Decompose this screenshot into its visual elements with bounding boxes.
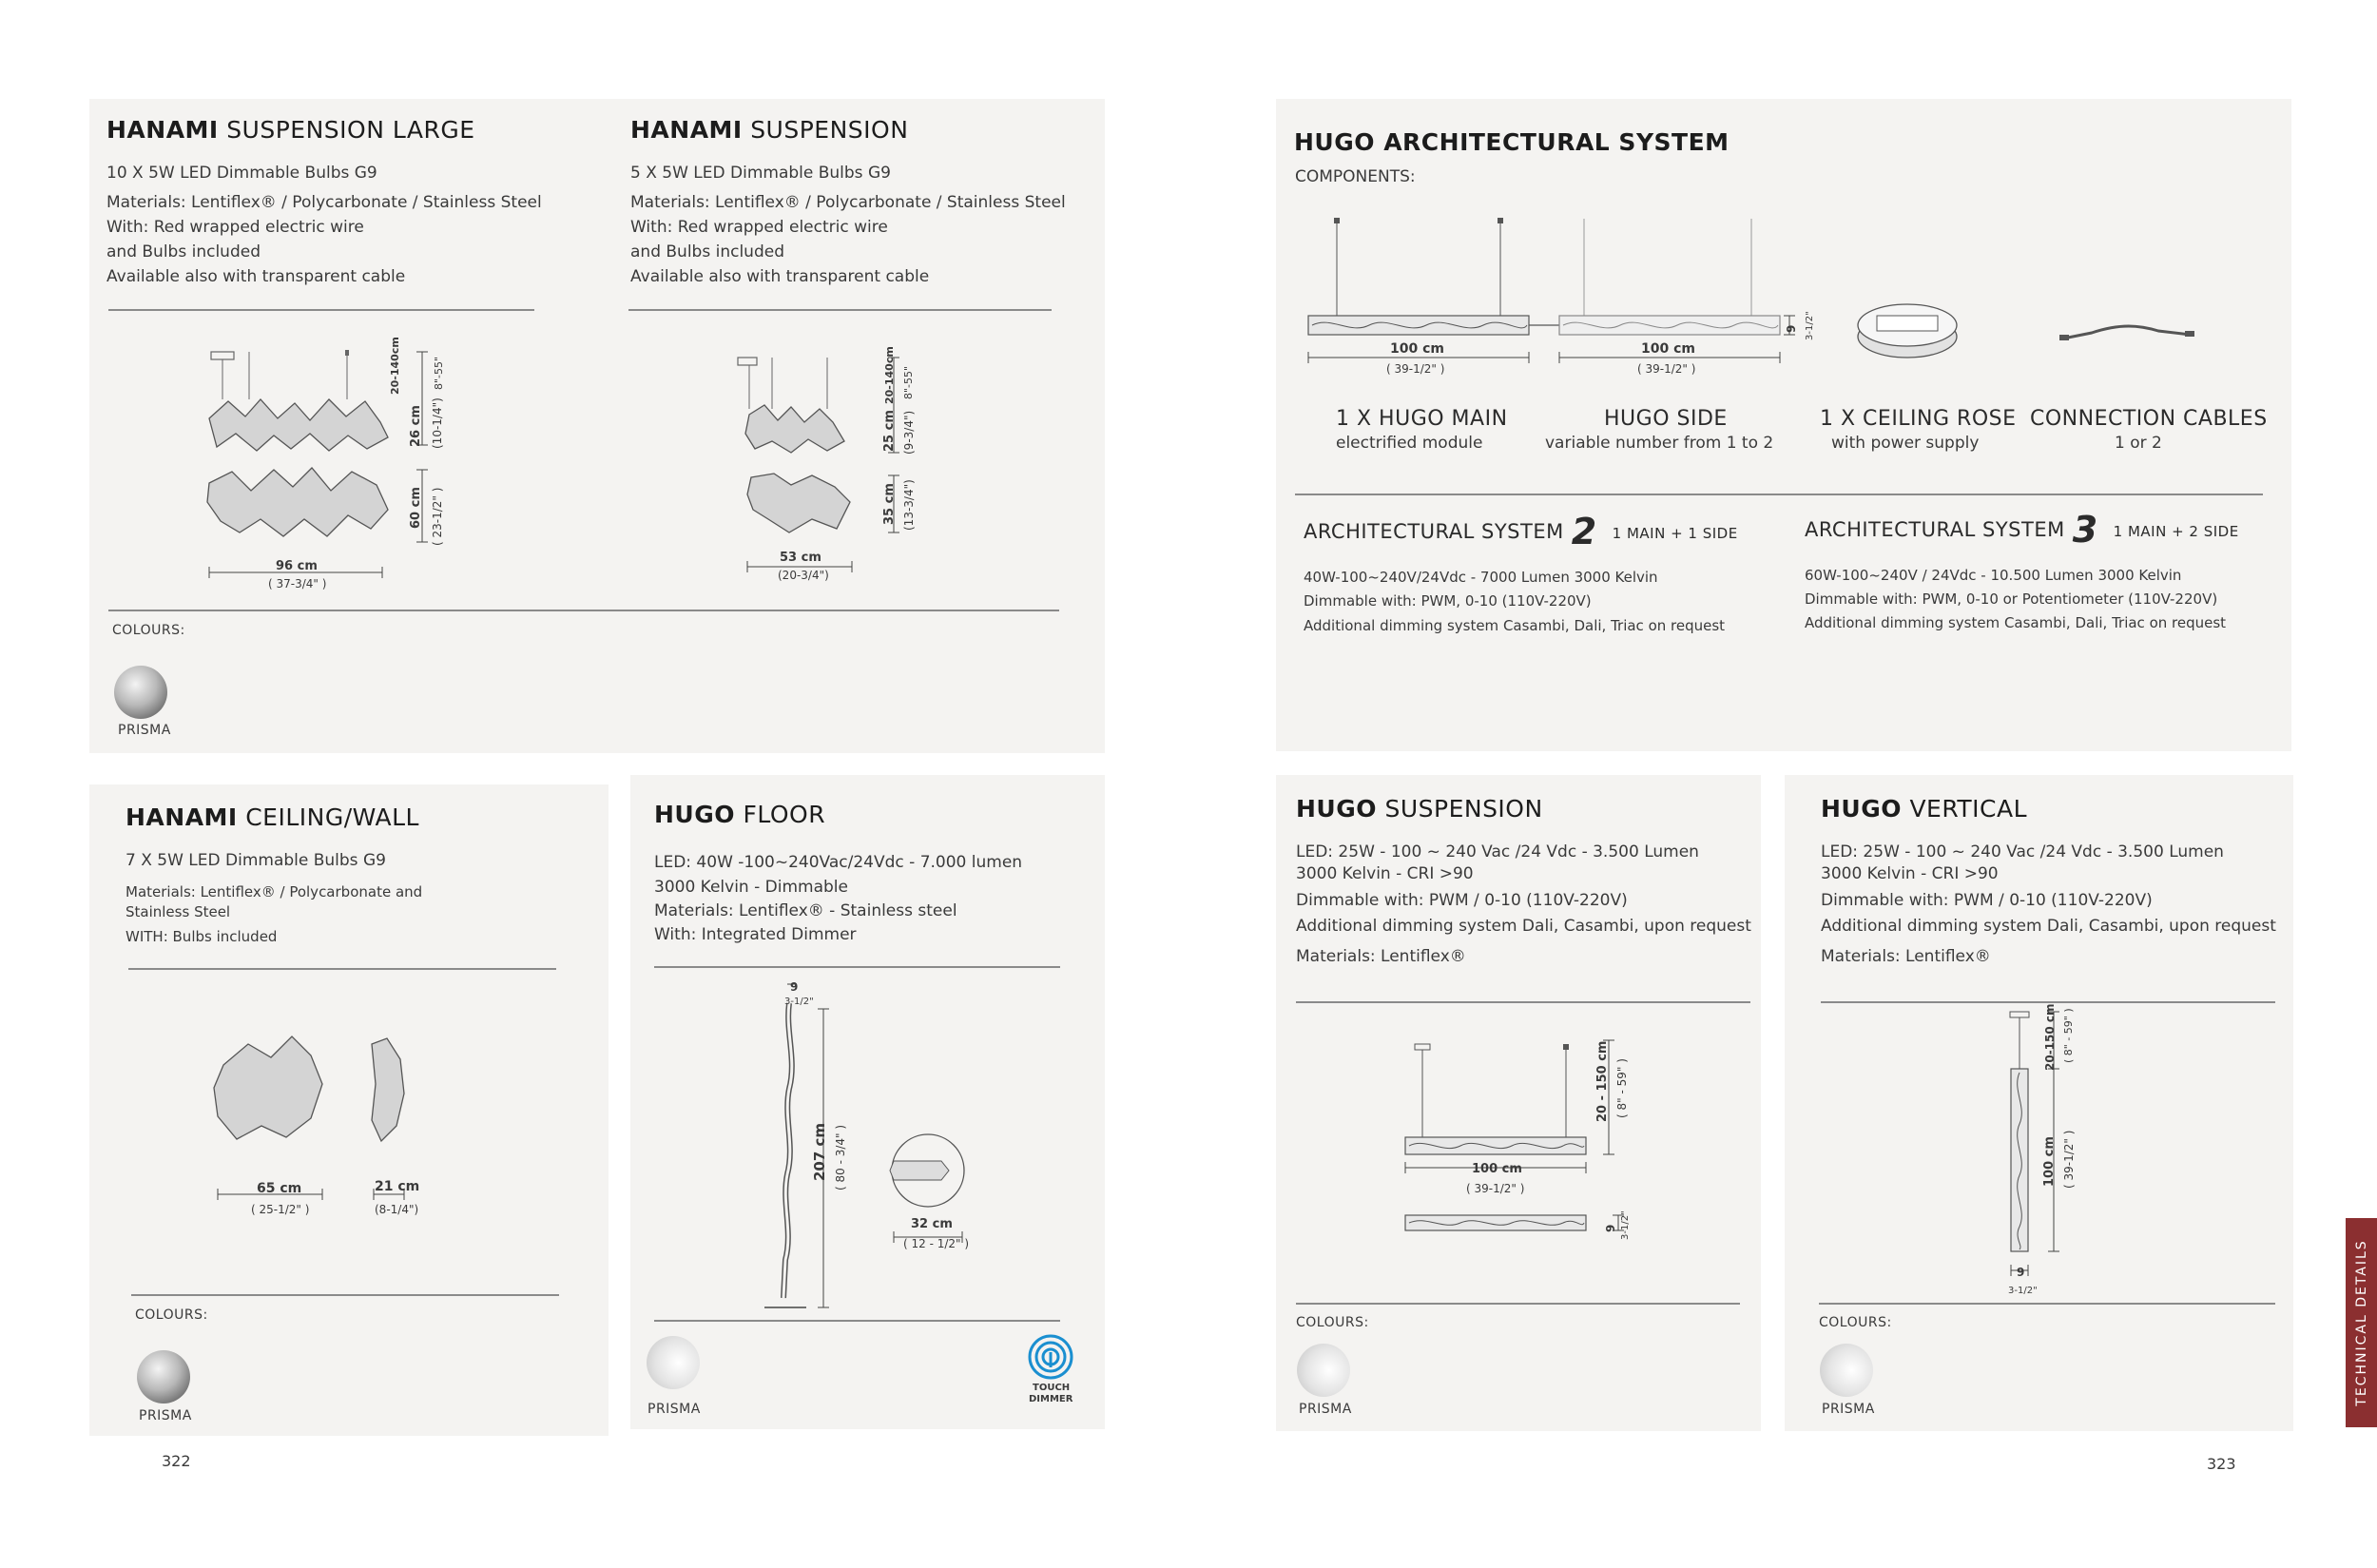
divider <box>1821 1001 2275 1003</box>
hanami-large-dim-width-in: ( 37-3/4" ) <box>268 577 327 590</box>
hanami-susp-dim-h2: 35 cm <box>882 483 897 525</box>
hanami-susp-dim-h1: 25 cm <box>882 410 897 452</box>
hugo-floor-spec-1: LED: 40W -100~240Vac/24Vdc - 7.000 lumen <box>654 853 1023 872</box>
divider <box>1295 494 2263 495</box>
hugo-floor-dim-h: 207 cm <box>811 1122 828 1181</box>
hugo-susp-dim-h: 9 <box>1604 1224 1617 1232</box>
hanami-ceiling-dim-depth: 21 cm <box>375 1179 420 1194</box>
arch-system-2-spec-3: Additional dimming system Casambi, Dali, Triac on request <box>1304 617 1726 634</box>
swatch-label: PRISMA <box>647 1402 701 1417</box>
swatch-label: PRISMA <box>1822 1402 1875 1417</box>
hugo-floor-spec-4: With: Integrated Dimmer <box>654 925 857 944</box>
hanami-ceiling-spec-2: Materials: Lentiflex® / Polycarbonate and <box>126 883 423 900</box>
hugo-susp-dim-cable: 20 - 150 cm <box>1595 1040 1610 1122</box>
hanami-susp-spec-5: Available also with transparent cable <box>630 267 930 286</box>
component-sub-cables: 1 or 2 <box>2115 434 2162 453</box>
hanami-large-spec-5: Available also with transparent cable <box>106 267 406 286</box>
colours-label: COLOURS: <box>135 1307 208 1323</box>
hugo-vert-spec-3: Dimmable with: PWM / 0-10 (110V-220V) <box>1821 891 2153 910</box>
divider <box>1296 1001 1750 1003</box>
fingerprint-icon <box>1027 1333 1074 1381</box>
page-number-left: 322 <box>162 1452 191 1470</box>
hanami-large-dim-h1: 26 cm <box>409 405 423 447</box>
hugo-floor-dim-w: 9 <box>790 980 799 994</box>
hugo-susp-dim-h-in: 3-1/2" <box>1620 1210 1631 1240</box>
hanami-ceiling-dim-width-in: ( 25-1/2" ) <box>251 1203 310 1216</box>
hanami-large-spec-2: Materials: Lentiflex® / Polycarbonate / Stainless Steel <box>106 193 542 212</box>
hanami-ceiling-dim-depth-in: (8-1/4") <box>375 1203 419 1216</box>
hugo-floor-dim-h-in: ( 80 - 3/4" ) <box>834 1124 847 1191</box>
hanami-susp-spec-4: and Bulbs included <box>630 242 784 261</box>
hugo-floor-drawing <box>751 975 979 1317</box>
hanami-susp-dim-cable: 20-140cm <box>883 346 896 404</box>
prisma-swatch <box>114 666 167 719</box>
hanami-susp-dim-h1-in: (9-3/4") <box>902 410 916 455</box>
divider <box>131 1294 559 1296</box>
hugo-vert-spec-2: 3000 Kelvin - CRI >90 <box>1821 864 1999 883</box>
divider <box>628 309 1052 311</box>
hugo-susp-spec-3: Dimmable with: PWM / 0-10 (110V-220V) <box>1296 891 1628 910</box>
prisma-swatch <box>1820 1344 1873 1397</box>
hanami-large-dim-cable-in: 8"-55" <box>433 356 445 390</box>
arch-system-2-spec-2: Dimmable with: PWM, 0-10 (110V-220V) <box>1304 592 1592 610</box>
hanami-large-spec-3: With: Red wrapped electric wire <box>106 218 364 237</box>
component-name-cables: CONNECTION CABLES <box>2030 407 2268 431</box>
hanami-large-dim-cable: 20-140cm <box>389 337 401 395</box>
hugo-vert-dim-len-in: ( 39-1/2" ) <box>2062 1130 2076 1189</box>
hugo-susp-title: HUGO SUSPENSION <box>1296 795 1543 823</box>
hugo-susp-spec-4: Additional dimming system Dali, Casambi, upon request <box>1296 917 1751 936</box>
arch-system-3-spec-1: 60W-100~240V / 24Vdc - 10.500 Lumen 3000 Kelvin <box>1805 567 2182 584</box>
divider <box>128 968 556 970</box>
divider <box>1819 1303 2275 1305</box>
hanami-large-title: HANAMI SUSPENSION LARGE <box>106 116 475 144</box>
hugo-floor-spec-3: Materials: Lentiflex® - Stainless steel <box>654 901 957 920</box>
hugo-vert-dim-cable: 20-150 cm <box>2043 1003 2057 1071</box>
page-number-right: 323 <box>2207 1455 2236 1473</box>
hugo-floor-dim-base: 32 cm <box>911 1217 953 1231</box>
hanami-susp-title: HANAMI SUSPENSION <box>630 116 909 144</box>
hugo-floor-spec-2: 3000 Kelvin - Dimmable <box>654 878 848 897</box>
hugo-susp-dim-cable-in: ( 8" - 59" ) <box>1615 1058 1629 1118</box>
divider <box>654 966 1060 968</box>
main-dim: 100 cm <box>1390 341 1444 357</box>
hugo-vert-dim-w: 9 <box>2017 1266 2025 1279</box>
divider <box>108 610 1059 611</box>
hanami-susp-spec-2: Materials: Lentiflex® / Polycarbonate / Stainless Steel <box>630 193 1066 212</box>
hugo-vert-dim-cable-in: ( 8" - 59" ) <box>2062 1008 2075 1063</box>
arch-system-3-spec-3: Additional dimming system Casambi, Dali, Triac on request <box>1805 614 2227 631</box>
prisma-swatch <box>1297 1344 1350 1397</box>
arch-system-2-title: ARCHITECTURAL SYSTEM 2 1 MAIN + 1 SIDE <box>1304 511 1738 552</box>
hanami-large-dim-h2-in: ( 23-1/2" ) <box>431 487 444 546</box>
hanami-susp-dim-width-in: (20-3/4") <box>778 569 829 582</box>
component-name-side: HUGO SIDE <box>1604 407 1728 431</box>
technical-details-tab[interactable]: TECHNICAL DETAILS <box>2346 1218 2377 1427</box>
touch-dimmer-label-2: DIMMER <box>1029 1394 1073 1404</box>
hanami-ceiling-spec-3: Stainless Steel <box>126 903 231 920</box>
hanami-ceiling-dim-width: 65 cm <box>257 1181 302 1196</box>
hugo-floor-dim-w-in: 3-1/2" <box>784 997 814 1007</box>
hugo-vert-spec-4: Additional dimming system Dali, Casambi, upon request <box>1821 917 2276 936</box>
hanami-ceiling-title: HANAMI CEILING/WALL <box>126 803 419 831</box>
side-dim-in: ( 39-1/2" ) <box>1637 362 1696 376</box>
hugo-vert-spec-5: Materials: Lentiflex® <box>1821 947 1991 966</box>
hanami-susp-dim-h2-in: (13-3/4") <box>902 479 916 531</box>
component-sub-main: electrified module <box>1336 434 1483 453</box>
hanami-ceiling-spec-4: WITH: Bulbs included <box>126 928 278 945</box>
hanami-susp-dim-width: 53 cm <box>780 551 821 565</box>
components-label: COMPONENTS: <box>1295 167 1416 186</box>
hanami-large-spec-1: 10 X 5W LED Dimmable Bulbs G9 <box>106 164 377 183</box>
hugo-floor-title: HUGO FLOOR <box>654 801 826 828</box>
hanami-large-dim-h1-in: (10-1/4") <box>431 397 444 449</box>
hugo-susp-dim-len-in: ( 39-1/2" ) <box>1466 1182 1525 1195</box>
swatch-label: PRISMA <box>1299 1402 1352 1417</box>
hanami-large-spec-4: and Bulbs included <box>106 242 261 261</box>
hugo-susp-spec-1: LED: 25W - 100 ~ 240 Vac /24 Vdc - 3.500 Lumen <box>1296 842 1699 861</box>
arch-system-2-spec-1: 40W-100~240V/24Vdc - 7000 Lumen 3000 Kelvin <box>1304 569 1658 586</box>
component-name-main: 1 X HUGO MAIN <box>1336 407 1508 431</box>
hugo-susp-dim-len: 100 cm <box>1472 1162 1522 1176</box>
colours-label: COLOURS: <box>112 623 185 638</box>
hanami-susp-spec-1: 5 X 5W LED Dimmable Bulbs G9 <box>630 164 891 183</box>
side-h-in: 3-1/2" <box>1805 311 1815 340</box>
hanami-ceiling-spec-1: 7 X 5W LED Dimmable Bulbs G9 <box>126 851 386 870</box>
hugo-floor-dim-base-in: ( 12 - 1/2" ) <box>903 1237 970 1250</box>
hugo-vert-spec-1: LED: 25W - 100 ~ 240 Vac /24 Vdc - 3.500 Lumen <box>1821 842 2224 861</box>
swatch-label: PRISMA <box>118 723 171 738</box>
arch-system-3-title: ARCHITECTURAL SYSTEM 3 1 MAIN + 2 SIDE <box>1805 509 2239 551</box>
hanami-large-dim-width: 96 cm <box>276 559 318 573</box>
hugo-vert-dim-len: 100 cm <box>2042 1136 2057 1187</box>
hugo-susp-spec-5: Materials: Lentiflex® <box>1296 947 1466 966</box>
colours-label: COLOURS: <box>1296 1315 1369 1330</box>
swatch-label: PRISMA <box>139 1408 192 1423</box>
divider <box>108 309 534 311</box>
divider <box>654 1320 1060 1322</box>
hugo-vert-dim-w-in: 3-1/2" <box>2008 1286 2038 1296</box>
hugo-susp-spec-2: 3000 Kelvin - CRI >90 <box>1296 864 1474 883</box>
prisma-swatch <box>137 1350 190 1403</box>
hanami-susp-dim-cable-in: 8"-55" <box>902 365 915 399</box>
prisma-swatch <box>647 1336 700 1389</box>
hanami-large-dim-h2: 60 cm <box>409 487 423 529</box>
hugo-arch-title: HUGO ARCHITECTURAL SYSTEM <box>1294 128 1730 156</box>
component-sub-rose: with power supply <box>1831 434 1980 453</box>
hanami-susp-spec-3: With: Red wrapped electric wire <box>630 218 888 237</box>
divider <box>1296 1303 1740 1305</box>
component-name-rose: 1 X CEILING ROSE <box>1820 407 2017 431</box>
arch-system-3-spec-2: Dimmable with: PWM, 0-10 or Potentiometer (110V-220V) <box>1805 590 2218 608</box>
colours-label: COLOURS: <box>1819 1315 1892 1330</box>
side-dim: 100 cm <box>1641 341 1695 357</box>
component-sub-side: variable number from 1 to 2 <box>1545 434 1774 453</box>
main-dim-in: ( 39-1/2" ) <box>1386 362 1445 376</box>
side-h: 9 <box>1785 324 1798 333</box>
hugo-vert-title: HUGO VERTICAL <box>1821 795 2028 823</box>
touch-dimmer-label-1: TOUCH <box>1033 1383 1071 1393</box>
